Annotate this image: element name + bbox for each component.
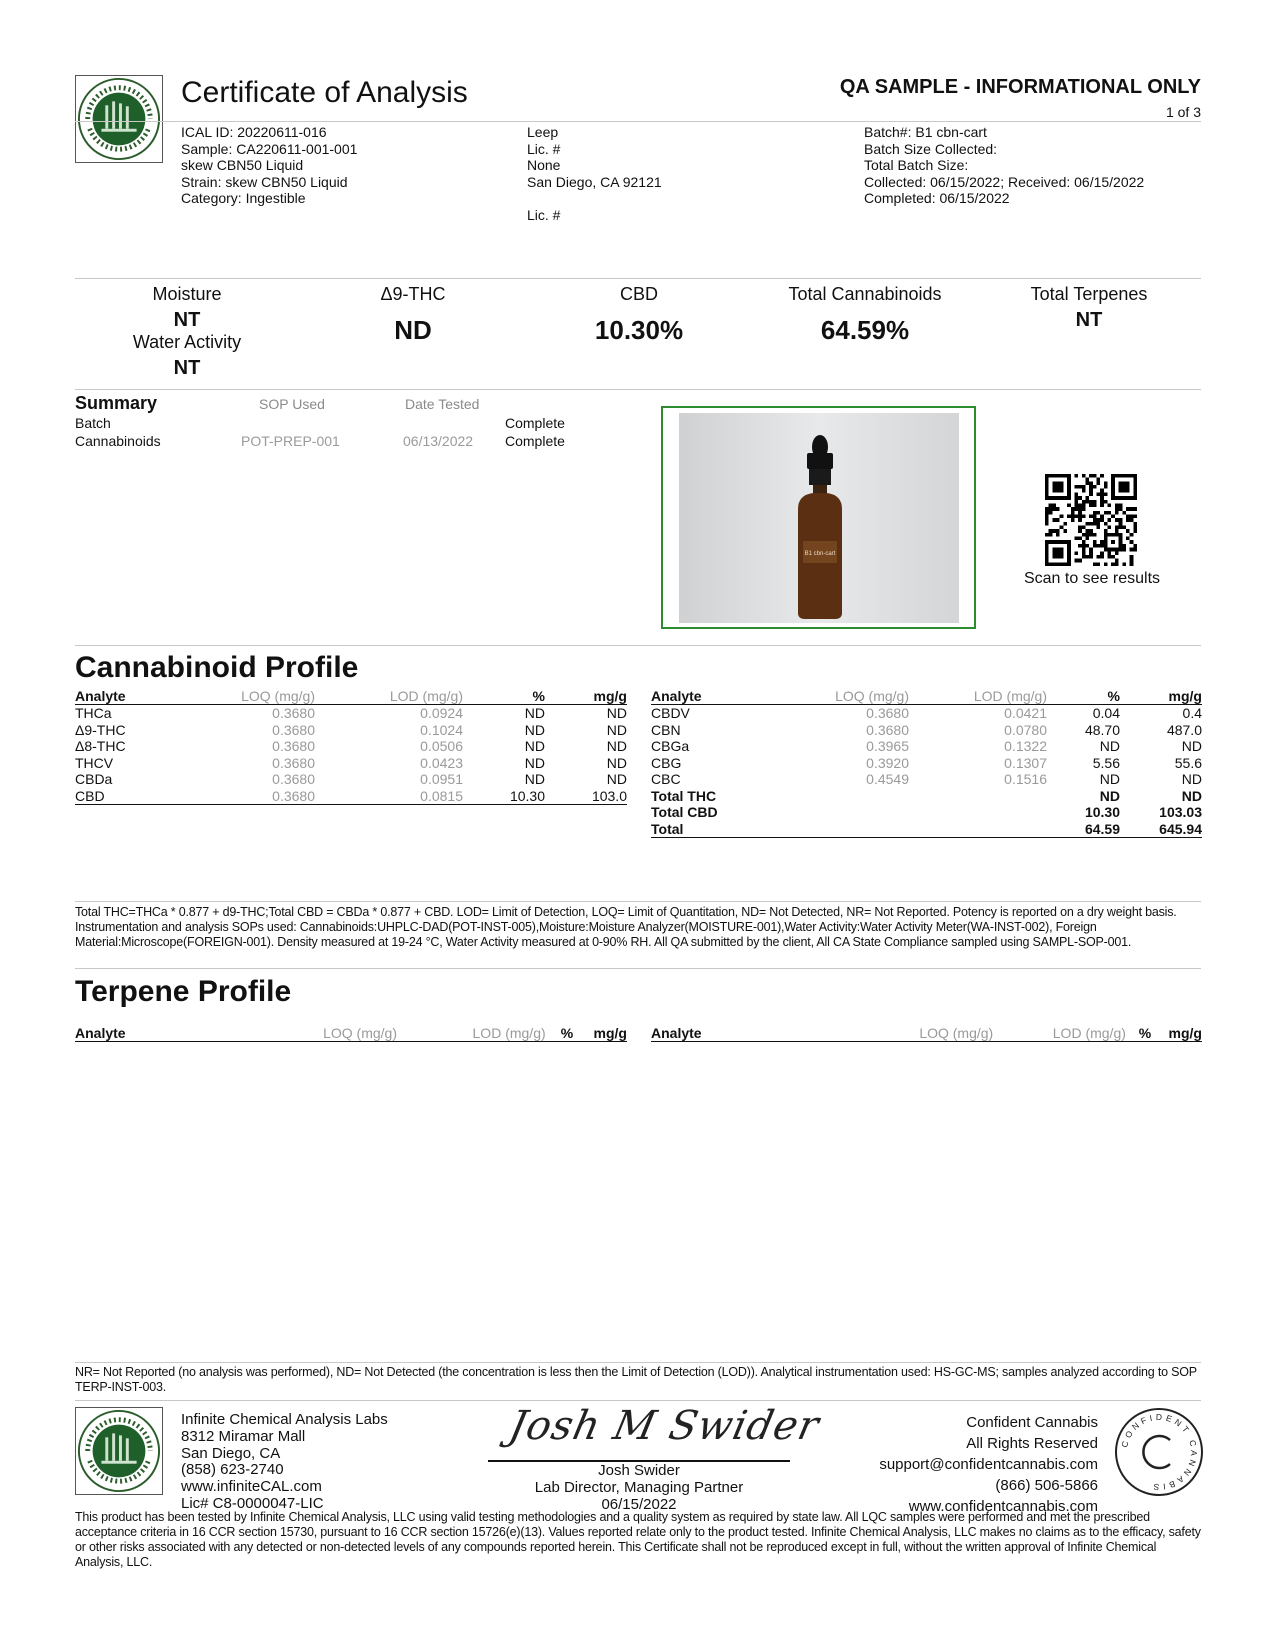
cc-website[interactable]: www.confidentcannabis.com xyxy=(908,1498,1098,1515)
table-row xyxy=(75,722,627,739)
col-analyte: Analyte xyxy=(75,688,167,705)
kpi-total-terpenes xyxy=(1009,284,1169,332)
cell-lod: 0.1024 xyxy=(420,721,463,738)
cell-mgg: ND xyxy=(606,738,627,754)
col-mgg: mg/g xyxy=(545,688,627,705)
cell-pct: 48.70 xyxy=(1084,721,1120,738)
table-header-row xyxy=(75,688,627,705)
lab-license: Lic# C8-0000047-LIC xyxy=(181,1494,324,1512)
cell-loq: 0.3680 xyxy=(167,788,315,805)
cell-analyte: CBDa xyxy=(75,771,113,787)
cell-lod: 0.1307 xyxy=(1004,754,1047,771)
qr-code[interactable] xyxy=(1045,474,1137,566)
col-analyte: Analyte xyxy=(651,688,769,705)
page-number: 1 of 3 xyxy=(1165,104,1201,120)
batch-total-size: Total Batch Size: xyxy=(864,157,969,173)
table-header-row xyxy=(651,688,1202,705)
lab-phone: (858) 623-2740 xyxy=(181,1461,284,1479)
col-analyte: Analyte xyxy=(75,1025,211,1042)
summary-row-cannabinoids xyxy=(75,433,595,450)
col-loq: LOQ (mg/g) xyxy=(211,1025,397,1042)
sample-name: skew CBN50 Liquid xyxy=(181,157,304,173)
table-row xyxy=(651,722,1202,739)
water-activity-label: Water Activity xyxy=(132,332,242,352)
cannabinoid-profile-title: Cannabinoid Profile xyxy=(75,651,359,684)
batch-number: Batch#: B1 cbn-cart xyxy=(864,124,987,140)
sample-info xyxy=(181,124,357,207)
water-activity-value: NT xyxy=(173,357,201,379)
cell-lod: 0.0815 xyxy=(315,788,463,805)
strain: Strain: skew CBN50 Liquid xyxy=(181,173,348,190)
cell-mgg: ND xyxy=(606,721,627,738)
terpene-table-right xyxy=(651,1025,1202,1042)
cell-lod xyxy=(909,821,1047,838)
cell-lod: 0.0924 xyxy=(420,705,463,721)
cell-analyte: CBD xyxy=(75,788,167,805)
cell-analyte: CBGa xyxy=(651,738,690,754)
col-lod: LOD (mg/g) xyxy=(315,688,463,705)
signatory xyxy=(488,1463,790,1513)
cell-loq: 0.3680 xyxy=(272,771,315,787)
cell-analyte: Total CBD xyxy=(651,804,718,820)
signature-image: Josh M Swider xyxy=(505,1403,824,1449)
col-pct: % xyxy=(1126,1025,1151,1042)
col-mgg: mg/g xyxy=(1120,688,1202,705)
cell-analyte: CBN xyxy=(651,721,681,738)
summary-row-date: 06/13/2022 xyxy=(403,433,474,449)
table-row xyxy=(651,738,1202,755)
cell-mgg: ND xyxy=(606,754,627,771)
total-row xyxy=(651,804,1202,821)
lab-name: Infinite Chemical Analysis Labs xyxy=(181,1411,388,1428)
cell-analyte: CBG xyxy=(651,754,682,771)
col-loq: LOQ (mg/g) xyxy=(769,688,909,705)
moisture-value: NT xyxy=(173,309,201,331)
cell-analyte: CBC xyxy=(651,771,681,787)
summary-sop-header: SOP Used xyxy=(259,396,325,412)
cell-loq: 0.4549 xyxy=(866,771,909,787)
sample-id: Sample: CA220611-001-001 xyxy=(181,140,358,157)
cell-loq: 0.3680 xyxy=(272,721,315,738)
col-lod: LOD (mg/g) xyxy=(909,688,1047,705)
completed-date: Completed: 06/15/2022 xyxy=(864,190,1010,206)
table-row xyxy=(75,705,627,722)
cell-analyte: THCV xyxy=(75,754,114,771)
summary-row-name: Batch xyxy=(75,415,111,431)
sample-photo-frame xyxy=(661,406,976,629)
page-title: Certificate of Analysis xyxy=(181,76,468,109)
seal-text: CONFIDENT CANNABIS xyxy=(1119,1411,1200,1493)
cell-pct: ND xyxy=(524,738,545,754)
col-loq: LOQ (mg/g) xyxy=(775,1025,994,1042)
cell-mgg: 103.0 xyxy=(545,788,627,805)
confident-cannabis-seal xyxy=(1114,1407,1204,1497)
cc-rights: All Rights Reserved xyxy=(966,1435,1098,1452)
lab-address: 8312 Miramar Mall xyxy=(181,1427,306,1445)
cell-loq: 0.3680 xyxy=(866,705,909,721)
cell-pct: ND xyxy=(1099,738,1120,754)
cell-mgg: 487.0 xyxy=(1166,721,1202,738)
legal-disclaimer: This product has been tested by Infinite Chemical Analysis, LLC using valid testing methodologies and a quality system as required by state law. All LQC samples were performed and met the prescribed acceptance criteria in 16 CCR section 15730, pursuant to 16 CCR section 15726(e)(13). Values reported relate only to the product tested. Infinite Chemical Analysis, LLC makes no claims as to the efficacy, safety or other risks associated with any detected or non-detected levels of any compounds reported herein. This Certificate shall not be reproduced except in full, without the written approval of Infinite Chemical Analysis, LLC. xyxy=(75,1510,1201,1569)
bottle-label: B1 cbn-cart xyxy=(804,551,836,557)
terpene-profile-title: Terpene Profile xyxy=(75,975,292,1008)
d9-thc-label: Δ9-THC xyxy=(380,284,446,304)
signatory-role: Lab Director, Managing Partner xyxy=(534,1478,744,1496)
qa-banner: QA SAMPLE - INFORMATIONAL ONLY xyxy=(839,76,1201,98)
cell-mgg: 0.4 xyxy=(1182,705,1202,721)
cell-loq: 0.3680 xyxy=(272,705,315,721)
cell-loq xyxy=(769,804,909,821)
col-mgg: mg/g xyxy=(1151,1025,1202,1042)
table-row xyxy=(75,755,627,772)
cell-analyte: Total THC xyxy=(651,787,717,804)
cell-analyte: THCa xyxy=(75,705,112,721)
summary-row-status: Complete xyxy=(505,415,565,431)
client-lic-2: Lic. # xyxy=(527,206,561,223)
cell-loq: 0.3965 xyxy=(866,738,909,754)
cell-mgg: ND xyxy=(1181,771,1202,787)
cell-pct: 5.56 xyxy=(1092,754,1120,771)
total-cannabinoids-value: 64.59% xyxy=(820,315,910,345)
category: Category: Ingestible xyxy=(181,190,306,206)
table-row xyxy=(651,755,1202,772)
cell-mgg: ND xyxy=(1181,787,1202,804)
qr-caption: Scan to see results xyxy=(1023,570,1161,587)
client-none: None xyxy=(527,157,561,173)
signatory-name: Josh Swider xyxy=(598,1462,680,1479)
col-mgg: mg/g xyxy=(573,1025,627,1042)
cbd-label: CBD xyxy=(619,284,658,304)
lab-logo-graphic xyxy=(76,76,162,162)
cell-loq: 0.3920 xyxy=(866,754,909,771)
sample-photo xyxy=(679,413,959,623)
cell-lod: 0.0423 xyxy=(420,754,463,771)
cc-name: Confident Cannabis xyxy=(966,1414,1098,1431)
summary-date-header: Date Tested xyxy=(405,396,480,412)
kpi-d9-thc xyxy=(333,284,493,346)
lab-logo xyxy=(75,75,163,163)
col-pct: % xyxy=(463,688,545,705)
summary-row-sop: POT-PREP-001 xyxy=(241,433,340,449)
cell-pct: ND xyxy=(524,721,545,738)
batch-size-collected: Batch Size Collected: xyxy=(864,140,998,157)
total-row xyxy=(651,821,1202,838)
cell-mgg: ND xyxy=(606,705,627,721)
confident-info xyxy=(879,1412,1098,1517)
cell-mgg: 103.03 xyxy=(1159,804,1202,820)
cell-lod: 0.1516 xyxy=(1004,771,1047,787)
cell-mgg: 55.6 xyxy=(1174,754,1202,771)
summary-row-batch xyxy=(75,415,595,432)
cell-mgg: 645.94 xyxy=(1120,821,1202,838)
col-lod: LOD (mg/g) xyxy=(397,1025,546,1042)
table-row xyxy=(651,771,1202,788)
table-row xyxy=(75,788,627,805)
client-info xyxy=(527,124,662,223)
cell-lod: 0.0506 xyxy=(420,738,463,754)
lab-logo-graphic xyxy=(76,1408,162,1494)
table-row xyxy=(75,771,627,788)
collected-received: Collected: 06/15/2022; Received: 06/15/2022 xyxy=(864,173,1145,190)
lab-website[interactable]: www.infiniteCAL.com xyxy=(181,1478,322,1496)
table-header-row xyxy=(75,1025,627,1042)
cell-mgg: ND xyxy=(606,771,627,787)
cell-loq: 0.3680 xyxy=(866,721,909,738)
signature-date: 06/15/2022 xyxy=(601,1495,677,1513)
cannabinoid-table-right xyxy=(651,688,1202,838)
cell-pct: ND xyxy=(1099,787,1120,804)
cbd-value: 10.30% xyxy=(594,315,684,345)
total-terpenes-value: NT xyxy=(1075,309,1103,331)
cell-pct: 10.30 xyxy=(1084,804,1120,820)
d9-thc-value: ND xyxy=(394,315,432,345)
cc-email[interactable]: support@confidentcannabis.com xyxy=(879,1456,1098,1473)
cell-lod: 0.0421 xyxy=(1004,705,1047,721)
batch-info xyxy=(864,124,1144,207)
cell-pct: ND xyxy=(524,705,545,721)
cell-analyte: Total xyxy=(651,821,769,838)
cell-lod xyxy=(909,804,1047,821)
col-pct: % xyxy=(546,1025,574,1042)
cell-loq xyxy=(769,821,909,838)
lab-logo-footer xyxy=(75,1407,163,1495)
kpi-cbd xyxy=(559,284,719,346)
total-cannabinoids-label: Total Cannabinoids xyxy=(788,284,942,304)
client-address: San Diego, CA 92121 xyxy=(527,173,662,190)
total-row xyxy=(651,788,1202,805)
cell-pct: 10.30 xyxy=(463,788,545,805)
summary-title: Summary xyxy=(75,393,158,413)
col-lod: LOD (mg/g) xyxy=(993,1025,1126,1042)
moisture-label: Moisture xyxy=(152,284,222,304)
cell-pct: ND xyxy=(1099,771,1120,787)
table-row xyxy=(651,705,1202,722)
table-row xyxy=(75,738,627,755)
cell-analyte: CBDV xyxy=(651,705,690,721)
summary-row-name: Cannabinoids xyxy=(75,433,161,449)
cell-analyte: Δ9-THC xyxy=(75,721,126,738)
col-loq: LOQ (mg/g) xyxy=(167,688,315,705)
lab-city: San Diego, CA xyxy=(181,1444,281,1462)
cell-lod: 0.1322 xyxy=(1004,738,1047,754)
terpene-notes: NR= Not Reported (no analysis was performed), ND= Not Detected (the concentration is less then the Limit of Detection (LOD)). Analytical instrumentation used: HS-GC-MS; samples analyzed according to SOP TERP-INST-003. xyxy=(75,1365,1197,1394)
cell-lod: 0.0780 xyxy=(1004,721,1047,738)
cannabinoid-notes: Total THC=THCa * 0.877 + d9-THC;Total CBD = CBDa * 0.877 + CBD. LOD= Limit of Detection, LOQ= Limit of Quantitation, ND= Not Detected, NR= Not Reported. Potency is reported on a dry weight basis. Instrumentation and analysis SOPs used: Cannabinoids:UHPLC-DAD(POT-INST-005),Moisture:Moisture Analyzer(MOISTURE-001),Water Activity:Water Activity Meter(WA-INST-002), Foreign Material:Microscope(FOREIGN-001). Density measured at 19-24 °C, Water Activity measured at 0-90% RH. All QA submitted by the client, All CA State Compliance sampled using SAMPL-SOP-001. xyxy=(75,905,1177,949)
kpi-total-cannabinoids xyxy=(765,284,965,346)
cannabinoid-table-left xyxy=(75,688,627,805)
cell-lod xyxy=(909,788,1047,805)
cell-pct: ND xyxy=(524,771,545,787)
table-header-row xyxy=(651,1025,1202,1042)
client-lic: Lic. # xyxy=(527,140,561,157)
cell-loq xyxy=(769,788,909,805)
col-analyte: Analyte xyxy=(651,1025,775,1042)
terpene-table-left xyxy=(75,1025,627,1042)
total-terpenes-label: Total Terpenes xyxy=(1030,284,1148,304)
cell-loq: 0.3680 xyxy=(272,738,315,754)
cc-phone: (866) 506-5866 xyxy=(995,1477,1098,1494)
cell-pct: 64.59 xyxy=(1047,821,1120,838)
summary-row-status: Complete xyxy=(505,433,565,449)
lab-contact xyxy=(181,1412,388,1513)
col-pct: % xyxy=(1047,688,1120,705)
cell-loq: 0.3680 xyxy=(272,754,315,771)
kpi-moisture xyxy=(107,284,267,380)
cell-lod: 0.0951 xyxy=(420,771,463,787)
ical-id: ICAL ID: 20220611-016 xyxy=(181,124,327,140)
client-name: Leep xyxy=(527,124,559,140)
cell-analyte: Δ8-THC xyxy=(75,738,126,754)
cell-mgg: ND xyxy=(1181,738,1202,754)
cell-pct: ND xyxy=(524,754,545,771)
cell-pct: 0.04 xyxy=(1092,705,1120,721)
